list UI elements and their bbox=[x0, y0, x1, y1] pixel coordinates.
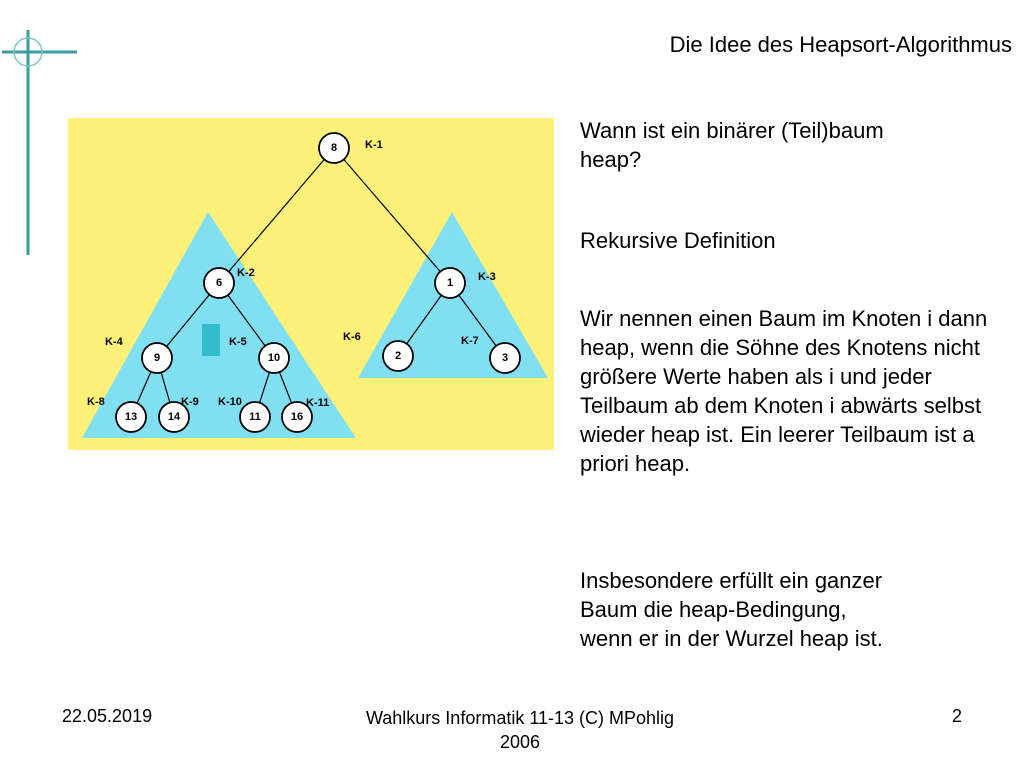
knot-label-k5: K-5 bbox=[229, 336, 247, 348]
node-value-n7: 3 bbox=[501, 352, 509, 364]
knot-label-k1: K-1 bbox=[365, 139, 383, 151]
tree-node-n5 bbox=[259, 343, 289, 373]
node-value-n10: 11 bbox=[249, 411, 261, 423]
question-paragraph: Wann ist ein binärer (Teil)baum heap? bbox=[580, 118, 884, 172]
node-value-n6: 2 bbox=[394, 350, 402, 362]
knot-label-k7: K-7 bbox=[461, 335, 479, 347]
footer-course: Wahlkurs Informatik 11-13 (C) MPohlig 2006 bbox=[365, 708, 675, 752]
definition-paragraph: Wir nennen einen Baum im Knoten i dann heap, wenn die Söhne des Knotens nicht größere Werte haben als i und jeder Teilbaum ab dem Knoten i abwärts selbst wieder heap ist. Ein leerer Teilbaum ist a priori heap. bbox=[580, 306, 988, 476]
knot-label-k9: K-9 bbox=[181, 396, 199, 408]
triangle-shadow-mark bbox=[202, 324, 220, 356]
tree-node-n6 bbox=[383, 341, 413, 371]
node-value-n8: 13 bbox=[124, 411, 138, 423]
node-value-n3: 1 bbox=[446, 277, 454, 289]
footer-date: 22.05.2019 bbox=[62, 706, 153, 726]
tree-node-n7 bbox=[490, 343, 520, 373]
node-value-n11: 16 bbox=[290, 411, 304, 423]
tree-node-n3 bbox=[435, 268, 465, 298]
tree-node-n2 bbox=[204, 268, 234, 298]
knot-label-k6: K-6 bbox=[343, 331, 361, 343]
node-value-n9: 14 bbox=[167, 411, 181, 423]
tree-svg bbox=[68, 118, 554, 450]
knot-label-k3: K-3 bbox=[478, 271, 496, 283]
node-value-n4: 9 bbox=[153, 352, 161, 364]
tree-node-n1 bbox=[319, 133, 349, 163]
knot-label-k8: K-8 bbox=[87, 396, 105, 408]
knot-label-k11: K-11 bbox=[306, 397, 330, 409]
definition-heading: Rekursive Definition bbox=[580, 228, 776, 253]
tree-node-n10 bbox=[240, 402, 270, 432]
node-value-n1: 8 bbox=[330, 142, 338, 154]
node-value-n2: 6 bbox=[215, 277, 223, 289]
knot-label-k2: K-2 bbox=[237, 267, 255, 279]
slide-title: Die Idee des Heapsort-Algorithmus bbox=[669, 32, 1012, 57]
knot-label-k4: K-4 bbox=[105, 336, 123, 348]
knot-label-k10: K-10 bbox=[218, 396, 242, 408]
tree-node-n8 bbox=[116, 402, 146, 432]
node-value-n5: 10 bbox=[267, 352, 281, 364]
heap-tree-diagram bbox=[68, 118, 554, 450]
conclusion-paragraph: Insbesondere erfüllt ein ganzer Baum die heap-Bedingung, wenn er in der Wurzel heap ist. bbox=[580, 568, 883, 651]
tree-node-n4 bbox=[142, 343, 172, 373]
footer-page-number: 2 bbox=[951, 706, 962, 726]
